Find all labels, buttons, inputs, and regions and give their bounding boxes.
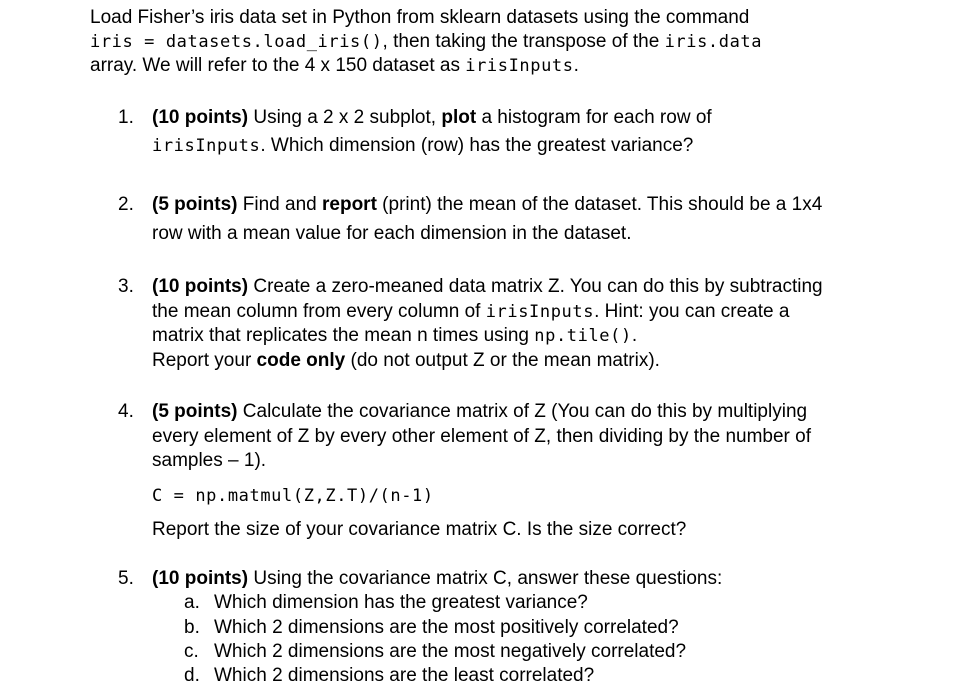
sub-question-list <box>184 591 928 688</box>
question-line <box>152 132 928 160</box>
question-body <box>152 567 928 688</box>
question-number: 4. <box>118 401 134 422</box>
question-number: 5. <box>118 568 134 589</box>
intro-code-iris-data: iris.data <box>664 32 763 52</box>
question-text: . Hint: you can create a <box>594 300 790 322</box>
sub-question-d <box>184 664 928 688</box>
intro-text: Load Fisher’s iris data set in Python from sklearn datasets using the command <box>90 7 750 28</box>
points-label: (10 points) <box>152 568 249 589</box>
points-label: (10 points) <box>152 276 249 297</box>
sub-question-letter: d. <box>184 665 200 687</box>
question-text: (do not output Z or the mean matrix). <box>345 349 660 371</box>
question-line <box>152 324 928 349</box>
sub-question-c <box>184 640 928 664</box>
intro-line-3 <box>90 54 950 78</box>
intro-text: array. We will refer to the 4 x 150 dataset as <box>90 55 466 76</box>
intro-code-irisinputs: irisInputs <box>465 56 574 76</box>
question-line <box>152 275 928 300</box>
question-text: Report the size of your covariance matrix C. Is the size correct? <box>152 519 687 540</box>
question-line <box>152 349 928 374</box>
question-text: Using the covariance matrix C, answer these questions: <box>248 568 723 589</box>
question-number: 3. <box>118 276 134 297</box>
intro-paragraph <box>90 6 950 78</box>
sub-question-letter: c. <box>184 640 199 662</box>
sub-question-text: Which 2 dimensions are the most positively correlated? <box>214 616 679 638</box>
question-text: Find and <box>237 194 322 215</box>
intro-text: , then taking the transpose of the <box>382 31 665 52</box>
question-line <box>152 484 928 509</box>
question-text: . Which dimension (row) has the greatest variance? <box>260 135 694 156</box>
code-covariance-formula: C = np.matmul(Z,Z.T)/(n-1) <box>152 485 434 506</box>
question-line <box>152 449 928 474</box>
points-label: (5 points) <box>152 194 238 215</box>
question-1 <box>118 104 928 160</box>
code-np-tile: np.tile() <box>534 326 632 346</box>
sub-question-text: Which dimension has the greatest variance? <box>214 592 588 614</box>
sub-question-a <box>184 591 928 615</box>
question-text: (print) the mean of the dataset. This should be a 1x4 <box>376 194 823 215</box>
sub-question-letter: b. <box>184 616 200 638</box>
question-text: Report your <box>152 349 257 371</box>
code-irisinputs: irisInputs <box>152 136 261 156</box>
intro-code-load: iris = datasets.load_iris() <box>90 32 383 52</box>
question-line <box>152 425 928 450</box>
question-text: every element of Z by every other element of Z, then dividing by the number of <box>152 425 812 447</box>
question-2 <box>118 190 928 248</box>
sub-question-b <box>184 616 928 640</box>
intro-line-2 <box>90 30 950 54</box>
question-line <box>152 567 928 591</box>
question-line <box>152 518 928 543</box>
question-body <box>152 190 928 248</box>
question-line <box>152 400 928 425</box>
question-line <box>152 300 928 325</box>
question-4 <box>118 400 928 543</box>
question-line <box>152 104 928 132</box>
question-text: Create a zero-meaned data matrix Z. You can do this by subtracting <box>248 276 823 297</box>
question-5 <box>118 567 928 688</box>
question-text: . <box>631 325 638 346</box>
question-text: Using a 2 x 2 subplot, <box>248 107 442 128</box>
question-body <box>152 400 928 543</box>
question-3 <box>118 275 928 373</box>
question-text: the mean column from every column of <box>152 300 486 322</box>
question-body <box>152 104 928 160</box>
question-body <box>152 275 928 373</box>
bold-keyword: code only <box>256 349 346 371</box>
intro-text: . <box>573 55 579 76</box>
question-text: row with a mean value for each dimension in the dataset. <box>152 223 632 244</box>
bold-keyword: report <box>322 194 377 215</box>
question-text: samples – 1). <box>152 450 267 471</box>
intro-line-1 <box>90 6 950 30</box>
question-number: 1. <box>118 107 134 128</box>
question-text: Calculate the covariance matrix of Z (You can do this by multiplying <box>237 401 808 422</box>
code-irisinputs: irisInputs <box>485 301 595 322</box>
bold-keyword: plot <box>441 107 477 128</box>
sub-question-text: Which 2 dimensions are the most negatively correlated? <box>214 640 687 662</box>
sub-question-letter: a. <box>184 592 200 614</box>
points-label: (5 points) <box>152 401 238 422</box>
points-label: (10 points) <box>152 107 249 128</box>
question-line <box>152 190 928 219</box>
question-text: a histogram for each row of <box>476 107 712 128</box>
question-line <box>152 219 928 248</box>
question-number: 2. <box>118 194 134 215</box>
sub-question-text: Which 2 dimensions are the least correlated? <box>214 665 595 687</box>
question-text: matrix that replicates the mean n times using <box>152 325 535 346</box>
